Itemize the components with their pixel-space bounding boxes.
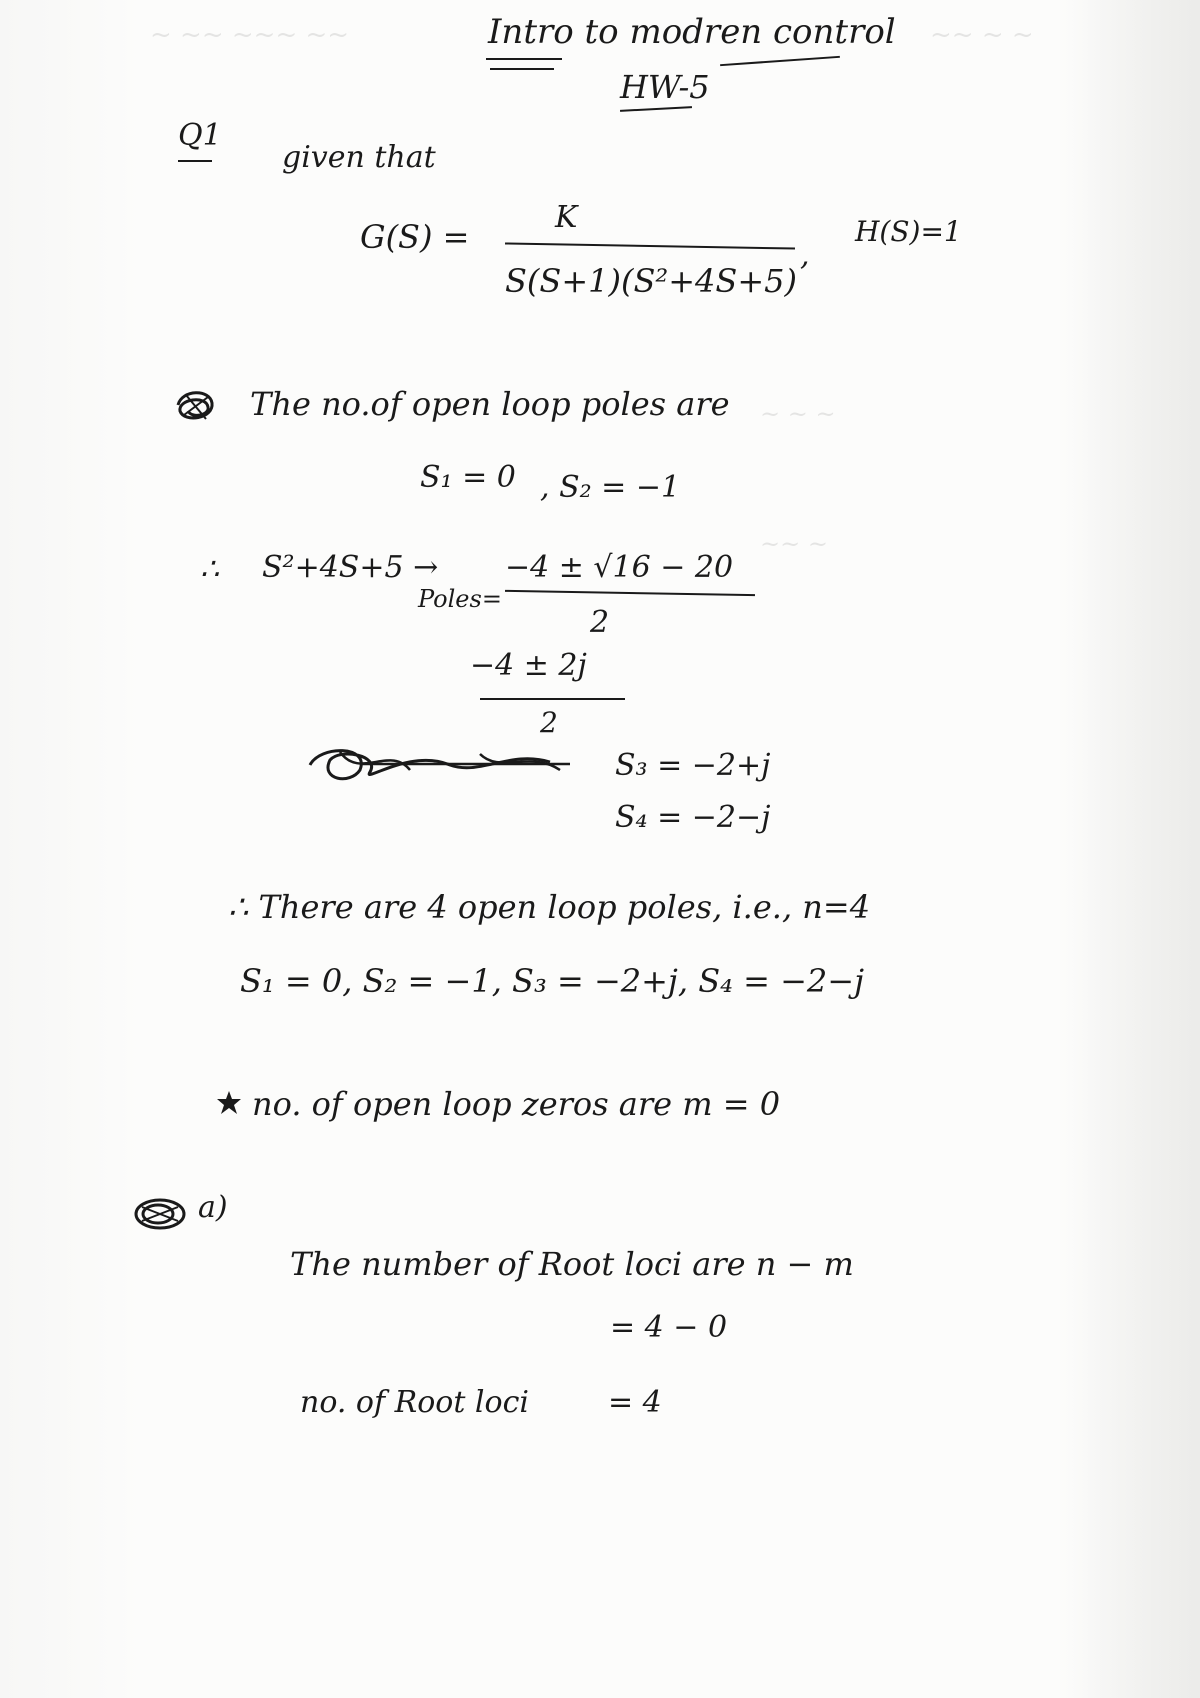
part-a-line2: = 4 − 0 — [610, 1310, 728, 1345]
bleed-through-text: ~ ~ ~ — [760, 400, 836, 428]
bleed-through-text: ~ ~~ ~~~ ~~ — [150, 20, 350, 50]
poles-summary-line2: S₁ = 0, S₂ = −1, S₃ = −2+j, S₄ = −2−j — [240, 962, 864, 1000]
quadratic-denominator: 2 — [590, 605, 610, 640]
tf-comma: , — [800, 238, 810, 273]
poles-label: Poles= — [418, 585, 502, 613]
part-a-label: a) — [198, 1190, 228, 1225]
page-title: Intro to modren control — [488, 12, 896, 52]
poles-summary-line1: ∴ There are 4 open loop poles, i.e., n=4 — [228, 888, 871, 926]
title-underline — [490, 68, 554, 70]
part-a-bullet-scribble-icon — [132, 1195, 188, 1233]
bleed-through-text: ~~ ~ ~ — [930, 20, 1034, 50]
pole-s3: S₃ = −2+j — [615, 748, 771, 783]
part-a-line3-label: no. of Root loci — [300, 1385, 529, 1420]
pole-s4: S₄ = −2−j — [615, 800, 771, 835]
zeros-bullet-icon — [214, 1088, 244, 1118]
bullet-scribble-icon — [172, 385, 220, 427]
quadratic-numerator: −4 ± √16 − 20 — [505, 550, 734, 585]
pole-s1: S₁ = 0 — [420, 460, 516, 495]
step-denominator: 2 — [540, 706, 558, 739]
tf-fraction-bar — [505, 242, 795, 249]
pole-s2: , S₂ = −1 — [540, 470, 681, 505]
title-underline — [486, 58, 562, 60]
poles-intro: The no.of open loop poles are — [250, 385, 730, 423]
page-subtitle: HW-5 — [620, 68, 710, 106]
part-a-line3-value: = 4 — [608, 1385, 662, 1420]
zeros-text: no. of open loop zeros are m = 0 — [252, 1085, 781, 1123]
therefore-symbol: ∴ — [200, 552, 220, 587]
tf-lhs: G(S) = — [360, 218, 470, 256]
step-fraction-bar — [480, 698, 625, 700]
crossed-out-scribble-icon — [300, 740, 590, 790]
h-of-s: H(S)=1 — [855, 215, 962, 248]
subtitle-underline — [620, 106, 692, 112]
tf-denominator: S(S+1)(S²+4S+5) — [505, 262, 797, 300]
title-underline — [720, 56, 840, 66]
step-numerator: −4 ± 2j — [470, 648, 587, 683]
page-shadow — [1070, 0, 1200, 1698]
tf-numerator: K — [555, 200, 578, 235]
question-label-underline — [178, 160, 212, 162]
question-label: Q1 — [178, 118, 222, 153]
quadratic-expr: S²+4S+5 → — [262, 550, 439, 585]
bleed-through-text: ~~ ~ — [760, 530, 828, 558]
quadratic-fraction-bar — [505, 590, 755, 596]
given-text: given that — [282, 140, 436, 175]
part-a-line1: The number of Root loci are n − m — [290, 1245, 854, 1283]
